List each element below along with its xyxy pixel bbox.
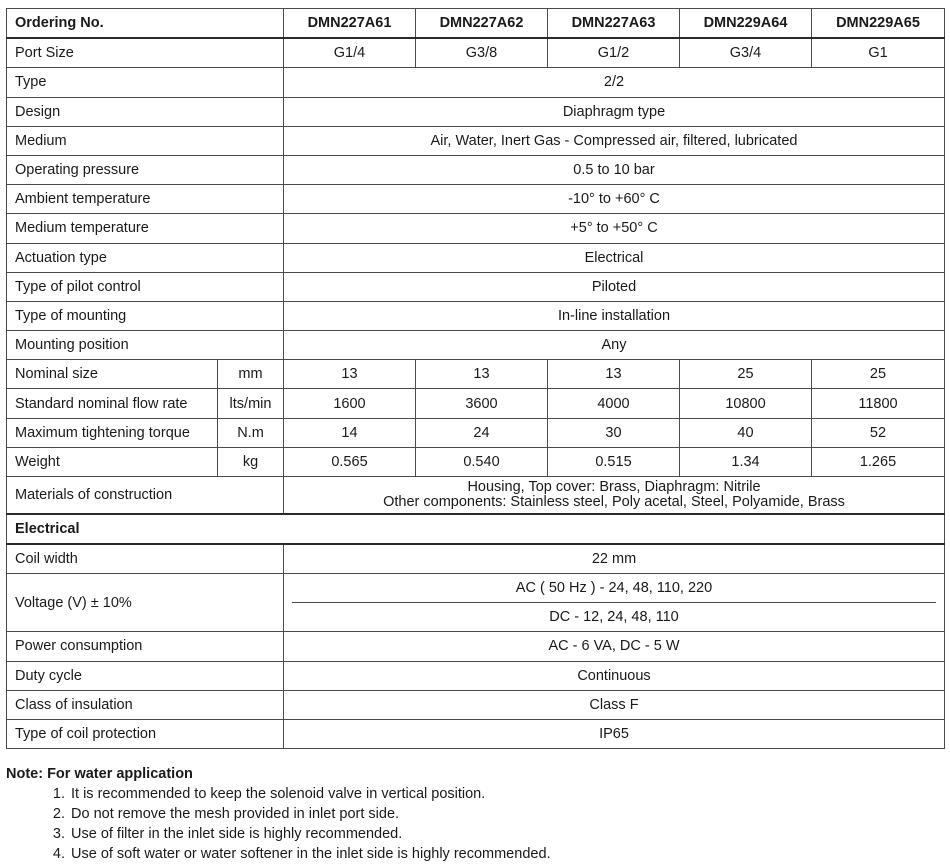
cell-value: 24 bbox=[416, 418, 548, 447]
table-row bbox=[7, 632, 945, 661]
cell-value: 0.540 bbox=[416, 447, 548, 476]
materials-line: Housing, Top cover: Brass, Diaphragm: Nitrile bbox=[467, 479, 761, 495]
note-item: 3. Use of filter in the inlet side is highly recommended. bbox=[69, 824, 551, 844]
row-label: Power consumption bbox=[7, 632, 284, 661]
cell-value: 0.515 bbox=[548, 447, 680, 476]
table-row bbox=[7, 97, 945, 126]
water-application-note bbox=[6, 764, 551, 864]
row-label: Materials of construction bbox=[7, 477, 284, 515]
table-row bbox=[7, 301, 945, 330]
cell-value: -10° to +60° C bbox=[284, 185, 945, 214]
table-row bbox=[7, 544, 945, 574]
unit-cell: mm bbox=[218, 360, 284, 389]
row-label: Mounting position bbox=[7, 331, 284, 360]
row-label: Medium temperature bbox=[7, 214, 284, 243]
specification-table bbox=[6, 8, 945, 749]
cell-value: 11800 bbox=[812, 389, 945, 418]
cell-value: 13 bbox=[548, 360, 680, 389]
cell-value: Continuous bbox=[284, 661, 945, 690]
materials-line: Other components: Stainless steel, Poly acetal, Steel, Polyamide, Brass bbox=[383, 494, 845, 510]
row-label: Duty cycle bbox=[7, 661, 284, 690]
table-row bbox=[7, 360, 945, 389]
model-header: DMN229A64 bbox=[680, 9, 812, 39]
table-row bbox=[7, 126, 945, 155]
cell-value: Piloted bbox=[284, 272, 945, 301]
table-row bbox=[7, 389, 945, 418]
cell-value: G1/4 bbox=[284, 38, 416, 68]
cell-value: 14 bbox=[284, 418, 416, 447]
row-label: Type bbox=[7, 68, 284, 97]
cell-value: Class F bbox=[284, 690, 945, 719]
model-header: DMN227A63 bbox=[548, 9, 680, 39]
voltage-ac: AC ( 50 Hz ) - 24, 48, 110, 220 bbox=[292, 574, 936, 603]
table-row bbox=[7, 447, 945, 476]
table-row bbox=[7, 243, 945, 272]
model-header: DMN227A61 bbox=[284, 9, 416, 39]
table-row bbox=[7, 68, 945, 97]
table-row bbox=[7, 331, 945, 360]
cell-value: 4000 bbox=[548, 389, 680, 418]
row-label: Maximum tightening torque bbox=[7, 418, 218, 447]
table-row bbox=[7, 272, 945, 301]
note-title: Note: For water application bbox=[6, 766, 193, 782]
materials-cell bbox=[284, 477, 945, 515]
unit-cell: N.m bbox=[218, 418, 284, 447]
unit-cell: kg bbox=[218, 447, 284, 476]
cell-value: IP65 bbox=[284, 719, 945, 748]
cell-value: 40 bbox=[680, 418, 812, 447]
table-row bbox=[7, 185, 945, 214]
row-label: Type of coil protection bbox=[7, 719, 284, 748]
cell-value: 3600 bbox=[416, 389, 548, 418]
row-label: Class of insulation bbox=[7, 690, 284, 719]
model-header: DMN229A65 bbox=[812, 9, 945, 39]
cell-value: 25 bbox=[812, 360, 945, 389]
cell-value: AC - 6 VA, DC - 5 W bbox=[284, 632, 945, 661]
cell-value: 0.565 bbox=[284, 447, 416, 476]
row-label: Coil width bbox=[7, 544, 284, 574]
table-row bbox=[7, 719, 945, 748]
row-label: Actuation type bbox=[7, 243, 284, 272]
cell-value: 25 bbox=[680, 360, 812, 389]
cell-value: +5° to +50° C bbox=[284, 214, 945, 243]
table-row bbox=[7, 574, 945, 632]
cell-value: 10800 bbox=[680, 389, 812, 418]
row-label: Nominal size bbox=[7, 360, 218, 389]
cell-value: 2/2 bbox=[284, 68, 945, 97]
table-row bbox=[7, 477, 945, 515]
row-label: Port Size bbox=[7, 38, 284, 68]
table-row bbox=[7, 418, 945, 447]
row-label: Type of pilot control bbox=[7, 272, 284, 301]
row-label: Ambient temperature bbox=[7, 185, 284, 214]
cell-value: G1/2 bbox=[548, 38, 680, 68]
cell-value: 30 bbox=[548, 418, 680, 447]
cell-value: Electrical bbox=[284, 243, 945, 272]
row-label: Type of mounting bbox=[7, 301, 284, 330]
cell-value: Air, Water, Inert Gas - Compressed air, filtered, lubricated bbox=[284, 126, 945, 155]
cell-value: 52 bbox=[812, 418, 945, 447]
table-row bbox=[7, 38, 945, 68]
table-row bbox=[7, 214, 945, 243]
ordering-no-label: Ordering No. bbox=[7, 9, 284, 39]
cell-value: 13 bbox=[284, 360, 416, 389]
cell-value: 1600 bbox=[284, 389, 416, 418]
cell-value: Diaphragm type bbox=[284, 97, 945, 126]
note-list bbox=[6, 784, 551, 864]
voltage-dc: DC - 12, 24, 48, 110 bbox=[549, 609, 679, 626]
row-label: Voltage (V) ± 10% bbox=[7, 574, 284, 632]
cell-value: G3/4 bbox=[680, 38, 812, 68]
note-item: 2. Do not remove the mesh provided in inlet port side. bbox=[69, 804, 551, 824]
cell-value: 1.265 bbox=[812, 447, 945, 476]
table-header-row bbox=[7, 9, 945, 39]
table-row bbox=[7, 690, 945, 719]
cell-value: In-line installation bbox=[284, 301, 945, 330]
table-row bbox=[7, 661, 945, 690]
note-item: 4. Use of soft water or water softener in the inlet side is highly recommended. bbox=[69, 844, 551, 864]
row-label: Medium bbox=[7, 126, 284, 155]
row-label: Weight bbox=[7, 447, 218, 476]
table-row bbox=[7, 155, 945, 184]
electrical-section-title: Electrical bbox=[7, 514, 945, 544]
cell-value: Any bbox=[284, 331, 945, 360]
cell-value: 0.5 to 10 bar bbox=[284, 155, 945, 184]
cell-value: 22 mm bbox=[284, 544, 945, 574]
cell-value: G1 bbox=[812, 38, 945, 68]
unit-cell: lts/min bbox=[218, 389, 284, 418]
row-label: Design bbox=[7, 97, 284, 126]
row-label: Standard nominal flow rate bbox=[7, 389, 218, 418]
voltage-cell bbox=[284, 574, 945, 632]
model-header: DMN227A62 bbox=[416, 9, 548, 39]
section-header-row bbox=[7, 514, 945, 544]
cell-value: G3/8 bbox=[416, 38, 548, 68]
note-item: 1. It is recommended to keep the solenoid valve in vertical position. bbox=[69, 784, 551, 804]
row-label: Operating pressure bbox=[7, 155, 284, 184]
cell-value: 13 bbox=[416, 360, 548, 389]
cell-value: 1.34 bbox=[680, 447, 812, 476]
